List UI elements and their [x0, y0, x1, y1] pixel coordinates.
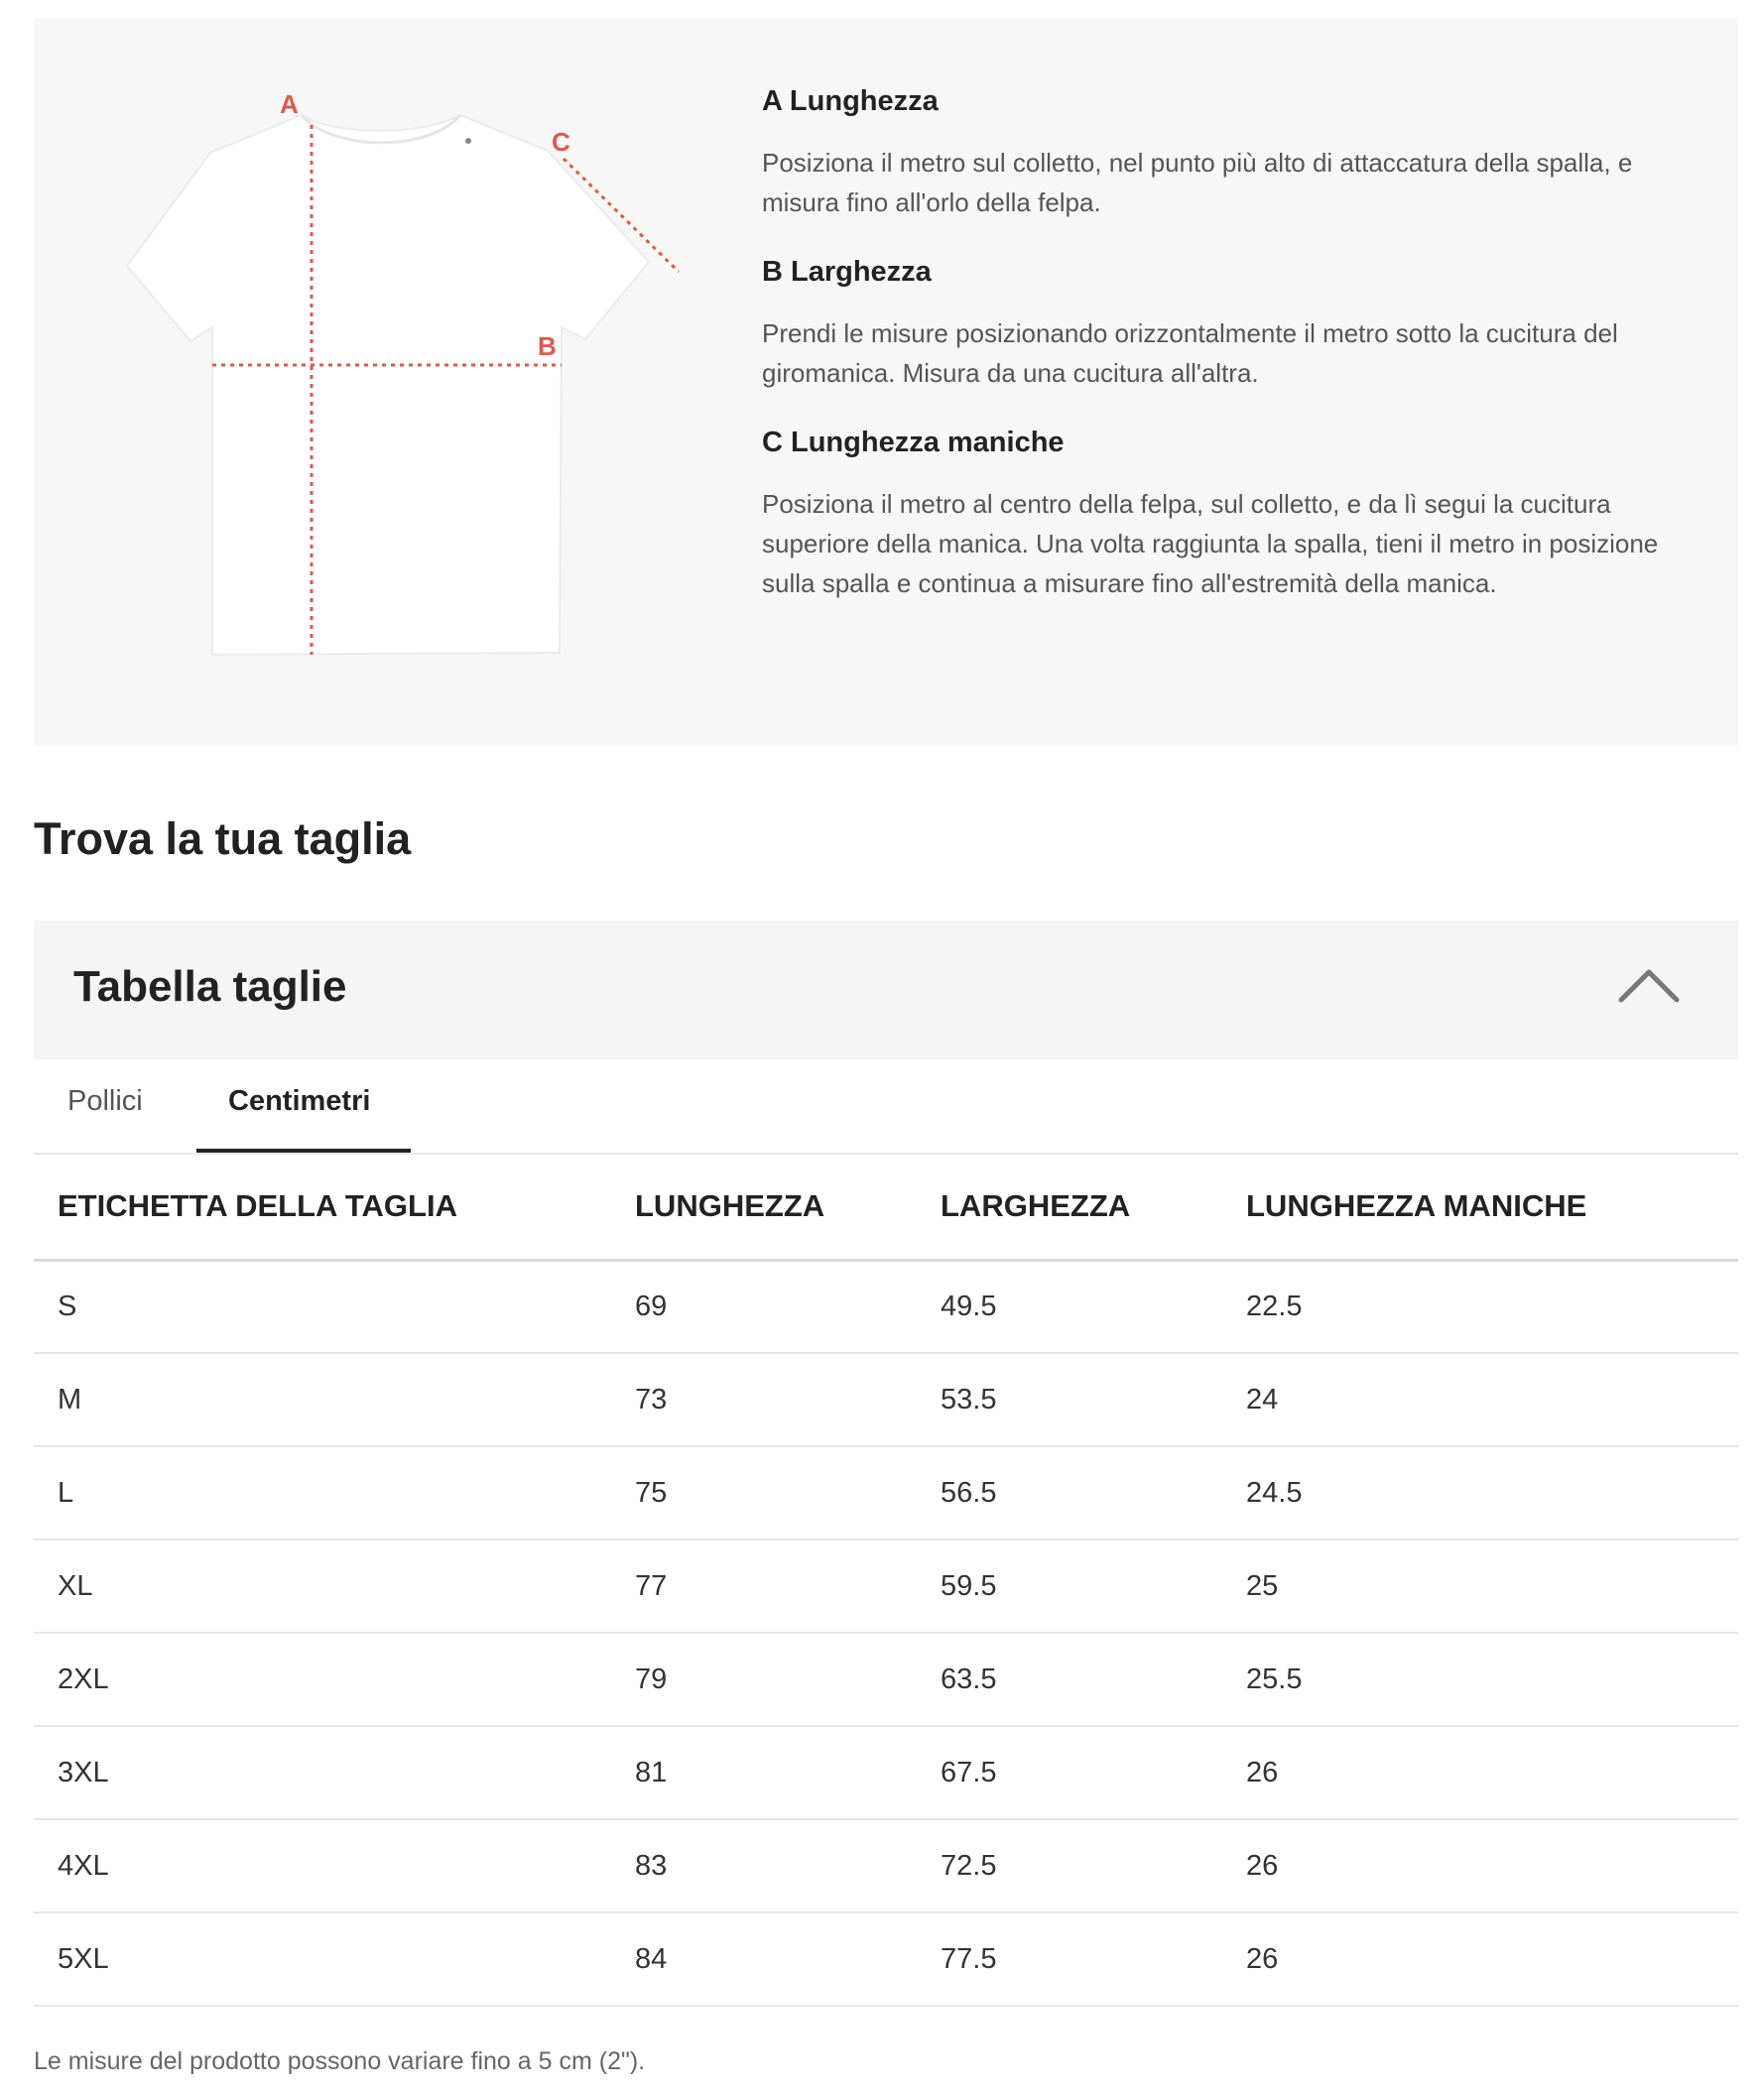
cell-length: 73: [611, 1353, 917, 1446]
tshirt-diagram: [93, 67, 748, 682]
cell-size: 5XL: [34, 1912, 611, 2006]
col-header-size-label: ETICHETTA DELLA TAGLIA: [34, 1155, 611, 1260]
guide-heading-sleeve: C Lunghezza maniche: [762, 427, 1065, 458]
col-header-length: LUNGHEZZA: [611, 1155, 917, 1260]
cell-width: 67.5: [917, 1726, 1222, 1819]
tshirt-shape: [127, 115, 649, 655]
measurement-guide: [34, 18, 1738, 746]
cell-length: 75: [611, 1446, 917, 1539]
unit-tabs: [34, 1059, 1738, 1155]
cell-sleeve: 26: [1222, 1726, 1738, 1819]
cell-length: 77: [611, 1539, 917, 1633]
cell-sleeve: 22.5: [1222, 1260, 1738, 1353]
measurement-note: Le misure del prodotto possono variare fino a 5 cm (2").: [34, 2047, 646, 2075]
cell-width: 77.5: [917, 1912, 1222, 2006]
cell-size: 3XL: [34, 1726, 611, 1819]
cell-sleeve: 26: [1222, 1912, 1738, 2006]
tag-dot: [465, 138, 471, 144]
cell-sleeve: 26: [1222, 1819, 1738, 1912]
guide-descriptions: [762, 81, 1714, 633]
table-row: [34, 1353, 1738, 1446]
cell-width: 72.5: [917, 1819, 1222, 1912]
cell-size: M: [34, 1353, 611, 1446]
tab-centimetri[interactable]: Centimetri: [228, 1085, 371, 1117]
section-title: Trova la tua taglia: [34, 813, 412, 864]
guide-heading-width: B Larghezza: [762, 256, 932, 288]
label-a: A: [280, 89, 299, 119]
guide-desc-width: Prendi le misure posizionando orizzontalmente il metro sotto la cucitura del giromanica. Misura da una cucitura all'altra.: [762, 318, 1618, 388]
table-header-row: [34, 1155, 1738, 1260]
cell-width: 53.5: [917, 1353, 1222, 1446]
accordion-title: Tabella taglie: [73, 962, 347, 1011]
table-row: [34, 1912, 1738, 2006]
cell-size: L: [34, 1446, 611, 1539]
cell-length: 81: [611, 1726, 917, 1819]
size-table: [34, 1155, 1738, 2007]
chevron-up-icon[interactable]: [1617, 964, 1681, 1004]
cell-sleeve: 24.5: [1222, 1446, 1738, 1539]
cell-length: 79: [611, 1633, 917, 1726]
tab-pollici[interactable]: Pollici: [67, 1085, 143, 1117]
cell-size: 2XL: [34, 1633, 611, 1726]
label-c: C: [552, 127, 570, 157]
table-row: [34, 1633, 1738, 1726]
cell-length: 84: [611, 1912, 917, 2006]
col-header-width: LARGHEZZA: [917, 1155, 1222, 1260]
cell-size: XL: [34, 1539, 611, 1633]
table-row: [34, 1819, 1738, 1912]
active-tab-indicator: [196, 1149, 411, 1153]
table-row: [34, 1260, 1738, 1353]
cell-width: 49.5: [917, 1260, 1222, 1353]
cell-size: S: [34, 1260, 611, 1353]
cell-width: 63.5: [917, 1633, 1222, 1726]
guide-heading-length: A Lunghezza: [762, 85, 939, 117]
table-row: [34, 1726, 1738, 1819]
label-b: B: [538, 331, 557, 361]
size-chart-accordion[interactable]: [34, 921, 1738, 1059]
cell-sleeve: 25.5: [1222, 1633, 1738, 1726]
table-row: [34, 1539, 1738, 1633]
guide-desc-length: Posiziona il metro sul colletto, nel punto più alto di attaccatura della spalla, e misura fino all'orlo della felpa.: [762, 148, 1633, 217]
cell-length: 83: [611, 1819, 917, 1912]
cell-sleeve: 25: [1222, 1539, 1738, 1633]
cell-width: 56.5: [917, 1446, 1222, 1539]
cell-width: 59.5: [917, 1539, 1222, 1633]
cell-length: 69: [611, 1260, 917, 1353]
cell-size: 4XL: [34, 1819, 611, 1912]
guide-desc-sleeve: Posiziona il metro al centro della felpa, sul colletto, e da lì segui la cucitura superiore della manica. Una volta raggiunta la spalla, tieni il metro in posizione sulla spalla e continua a misurare fino all'estremità della manica.: [762, 489, 1659, 598]
col-header-sleeve-length: LUNGHEZZA MANICHE: [1222, 1155, 1738, 1260]
table-row: [34, 1446, 1738, 1539]
cell-sleeve: 24: [1222, 1353, 1738, 1446]
